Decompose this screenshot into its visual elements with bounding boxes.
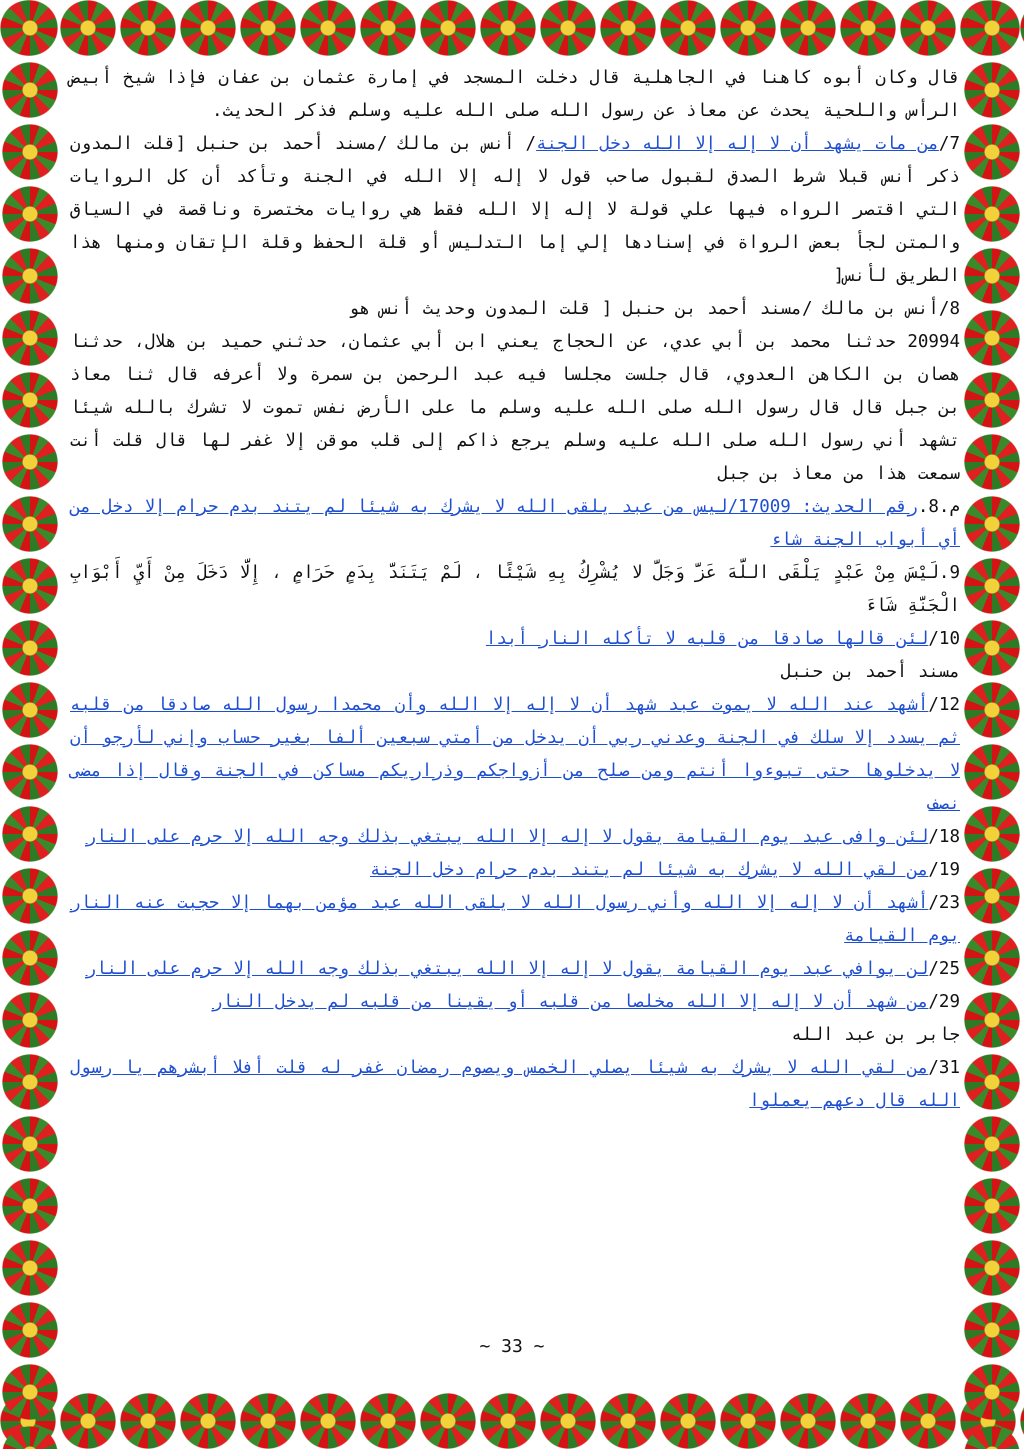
hadith-link[interactable]: من شهد أن لا إله إلا الله مخلصا من قلبه أو يقينا من قلبه لم يدخل النار bbox=[211, 992, 929, 1012]
poinsettia-icon bbox=[536, 0, 600, 56]
poinsettia-icon bbox=[0, 616, 62, 680]
page-number: ~ 33 ~ bbox=[479, 1336, 545, 1357]
poinsettia-icon bbox=[962, 1050, 1024, 1114]
poinsettia-icon bbox=[476, 0, 540, 56]
poinsettia-border-right bbox=[962, 0, 1024, 1449]
poinsettia-icon bbox=[962, 678, 1024, 742]
poinsettia-icon bbox=[962, 926, 1024, 990]
poinsettia-icon bbox=[0, 678, 62, 742]
paragraph bbox=[70, 293, 960, 326]
poinsettia-border-top bbox=[0, 0, 1024, 56]
poinsettia-icon bbox=[0, 306, 62, 370]
poinsettia-icon bbox=[962, 802, 1024, 866]
poinsettia-icon bbox=[596, 1393, 660, 1449]
poinsettia-icon bbox=[962, 58, 1024, 122]
poinsettia-icon bbox=[236, 0, 300, 56]
poinsettia-icon bbox=[356, 0, 420, 56]
poinsettia-icon bbox=[596, 0, 660, 56]
poinsettia-icon bbox=[962, 740, 1024, 804]
poinsettia-icon bbox=[962, 120, 1024, 184]
paragraph bbox=[70, 953, 960, 986]
paragraph-text: قال وكان أبوه كاهنا في الجاهلية قال دخلت المسجد في إمارة عثمان بن عفان فإذا شيخ أبيض الرأس واللحية يحدث عن معاذ عن رسول الله صلى الله عليه وسلم فذكر الحديث. bbox=[70, 68, 960, 121]
poinsettia-icon bbox=[716, 0, 780, 56]
page-body bbox=[70, 62, 960, 1362]
poinsettia-icon bbox=[176, 0, 240, 56]
poinsettia-icon bbox=[416, 0, 480, 56]
poinsettia-icon bbox=[776, 0, 840, 56]
paragraph bbox=[70, 128, 960, 293]
poinsettia-icon bbox=[962, 864, 1024, 928]
paragraph bbox=[70, 62, 960, 128]
paragraph-text: 9.لَيْسَ مِنْ عَبْدٍ يَلْقَى اللَّهَ عَزَّ وَجَلَّ لا يُشْرِكُ بِهِ شَيْئًا ، لَمْ يَتَنَدَّ بِدَمٍ حَرَامٍ ، إِلَّا دَخَلَ مِنْ أَيِّ أَبْوَابِ الْجَنَّةِ شَاءَ bbox=[70, 563, 960, 616]
poinsettia-icon bbox=[0, 0, 62, 60]
paragraph-text: 10/ bbox=[928, 629, 960, 649]
paragraph-text: / أنس بن مالك /مسند أحمد بن حنبل [قلت المدون ذكر أنس قبلا شرط الصدق لقبول صاحب قول لا إله إلا الله في الجنة وتأكد أن كل الروايات التي اقتصر الرواه فيها علي قولة لا إله إلا الله فقط هي روايات مختصرة وناقصة في السياق والمتن لجأ بعض الرواة في إسنادها إلي إما التدليس أو قلة الحفظ وقلة الإتقان ومنها هذا الطريق لأنس[ bbox=[70, 134, 960, 286]
poinsettia-icon bbox=[476, 1393, 540, 1449]
poinsettia-icon bbox=[56, 0, 120, 56]
paragraph bbox=[70, 887, 960, 953]
poinsettia-border-left bbox=[0, 0, 62, 1449]
poinsettia-icon bbox=[116, 1393, 180, 1449]
poinsettia-icon bbox=[962, 1112, 1024, 1176]
paragraph-text: 23/ bbox=[928, 893, 960, 913]
poinsettia-icon bbox=[962, 368, 1024, 432]
poinsettia-icon bbox=[0, 740, 62, 804]
poinsettia-icon bbox=[296, 0, 360, 56]
hadith-link[interactable]: لئن وافى عبد يوم القيامة يقول لا إله إلا الله يبتغي بذلك وجه الله إلا حرم على النار bbox=[85, 827, 929, 847]
paragraph bbox=[70, 689, 960, 821]
poinsettia-icon bbox=[656, 0, 720, 56]
poinsettia-icon bbox=[716, 1393, 780, 1449]
poinsettia-icon bbox=[236, 1393, 300, 1449]
paragraph-text: 20994 حدثنا محمد بن أبي عدي، عن الحجاج يعني ابن أبي عثمان، حدثني حميد بن هلال، حدثنا هصان بن الكاهن العدوي، قال جلست مجلسا فيه عبد الرحمن بن سمرة ولا أعرفه قال ثنا معاذ بن جبل قال قال رسول الله صلى الله عليه وسلم ما على الأرض نفس تموت لا تشرك بالله شيئا تشهد أني رسول الله صلى الله عليه وسلم يرجع ذاكم إلى قلب موقن إلا غفر لها قال قلت أنت سمعت هذا من معاذ بن جبل bbox=[70, 332, 960, 484]
poinsettia-icon bbox=[962, 244, 1024, 308]
paragraph bbox=[70, 854, 960, 887]
poinsettia-icon bbox=[296, 1393, 360, 1449]
poinsettia-icon bbox=[536, 1393, 600, 1449]
paragraph-text: 7/ bbox=[938, 134, 960, 154]
poinsettia-icon bbox=[116, 0, 180, 56]
poinsettia-icon bbox=[896, 1393, 960, 1449]
paragraph-text: 18/ bbox=[928, 827, 960, 847]
paragraph-text: م.8. bbox=[917, 497, 960, 517]
paragraph bbox=[70, 1019, 960, 1052]
paragraph-text: 19/ bbox=[928, 860, 960, 880]
poinsettia-icon bbox=[0, 864, 62, 928]
poinsettia-icon bbox=[0, 988, 62, 1052]
poinsettia-icon bbox=[0, 554, 62, 618]
hadith-link[interactable]: أشهد عند الله لا يموت عبد شهد أن لا إله إلا الله وأن محمدا رسول الله صادقا من قلبه ثم يسدد إلا سلك في الجنة وعدني ربي أن يدخل من أمتي سبعين ألفا بغير حساب وإني لأرجو أن لا يدخلوها حتى تبوءوا أنتم ومن صلح من أزواجكم وذراريكم مساكن في الجنة وقال إذا مضى نصف bbox=[70, 695, 960, 814]
paragraph bbox=[70, 491, 960, 557]
hadith-link[interactable]: من لقي الله لا يشرك به شيئا لم يتند بدم حرام دخل الجنة bbox=[369, 860, 929, 880]
paragraph bbox=[70, 821, 960, 854]
poinsettia-icon bbox=[0, 244, 62, 308]
poinsettia-icon bbox=[656, 1393, 720, 1449]
hadith-link[interactable]: أشهد أن لا إله إلا الله وأني رسول الله لا يلقى الله عبد مؤمن بهما إلا حجبت عنه النار يوم القيامة bbox=[70, 893, 960, 946]
paragraph-text: جابر بن عبد الله bbox=[791, 1025, 960, 1045]
poinsettia-icon bbox=[962, 554, 1024, 618]
poinsettia-icon bbox=[356, 1393, 420, 1449]
poinsettia-icon bbox=[962, 1236, 1024, 1300]
poinsettia-icon bbox=[0, 182, 62, 246]
poinsettia-icon bbox=[962, 306, 1024, 370]
poinsettia-icon bbox=[896, 0, 960, 56]
poinsettia-icon bbox=[0, 1422, 62, 1449]
paragraph bbox=[70, 656, 960, 689]
poinsettia-icon bbox=[176, 1393, 240, 1449]
poinsettia-icon bbox=[0, 926, 62, 990]
hadith-link[interactable]: رقم الحديث: 17009/ليس من عبد يلقى الله لا يشرك به شيئا لم يتند بدم حرام إلا دخل من أي أبواب الجنة شاء bbox=[70, 497, 960, 550]
poinsettia-icon bbox=[962, 616, 1024, 680]
poinsettia-icon bbox=[836, 0, 900, 56]
poinsettia-icon bbox=[962, 1174, 1024, 1238]
poinsettia-icon bbox=[0, 58, 62, 122]
poinsettia-icon bbox=[836, 1393, 900, 1449]
hadith-link[interactable]: لن يوافي عبد يوم القيامة يقول لا إله إلا الله يبتغي بذلك وجه الله إلا حرم على النار bbox=[85, 959, 929, 979]
poinsettia-icon bbox=[0, 430, 62, 494]
poinsettia-icon bbox=[56, 1393, 120, 1449]
poinsettia-icon bbox=[962, 1360, 1024, 1424]
hadith-link[interactable]: من مات يشهد أن لا إله إلا الله دخل الجنة bbox=[536, 134, 939, 154]
poinsettia-icon bbox=[0, 368, 62, 432]
paragraph bbox=[70, 623, 960, 656]
hadith-link[interactable]: لئن قالها صادقا من قلبه لا تأكله النار أبدا bbox=[485, 629, 929, 649]
poinsettia-icon bbox=[962, 430, 1024, 494]
paragraph-text: 25/ bbox=[928, 959, 960, 979]
paragraph-text: 31/ bbox=[928, 1058, 960, 1078]
poinsettia-icon bbox=[962, 182, 1024, 246]
paragraph bbox=[70, 1052, 960, 1118]
paragraph bbox=[70, 326, 960, 491]
poinsettia-icon bbox=[776, 1393, 840, 1449]
poinsettia-icon bbox=[0, 1050, 62, 1114]
poinsettia-icon bbox=[0, 492, 62, 556]
paragraph-text: 12/ bbox=[928, 695, 960, 715]
poinsettia-icon bbox=[0, 1236, 62, 1300]
paragraph-text: 8/أنس بن مالك /مسند أحمد بن حنبل [ قلت المدون وحديث أنس هو bbox=[348, 299, 960, 319]
hadith-link[interactable]: من لقي الله لا يشرك به شيئا يصلي الخمس ويصوم رمضان غفر له قلت أفلا أبشرهم يا رسول الله قال دعهم يعملوا bbox=[70, 1058, 960, 1111]
poinsettia-icon bbox=[962, 988, 1024, 1052]
paragraph-text: 29/ bbox=[928, 992, 960, 1012]
poinsettia-icon bbox=[962, 492, 1024, 556]
poinsettia-icon bbox=[416, 1393, 480, 1449]
poinsettia-icon bbox=[0, 1360, 62, 1424]
poinsettia-icon bbox=[962, 1422, 1024, 1449]
paragraph-text: مسند أحمد بن حنبل bbox=[780, 662, 960, 682]
paragraph bbox=[70, 986, 960, 1019]
poinsettia-icon bbox=[0, 1112, 62, 1176]
paragraph bbox=[70, 557, 960, 623]
poinsettia-border-bottom bbox=[0, 1393, 1024, 1449]
poinsettia-icon bbox=[0, 1174, 62, 1238]
poinsettia-icon bbox=[0, 120, 62, 184]
poinsettia-icon bbox=[962, 0, 1024, 60]
poinsettia-icon bbox=[0, 802, 62, 866]
